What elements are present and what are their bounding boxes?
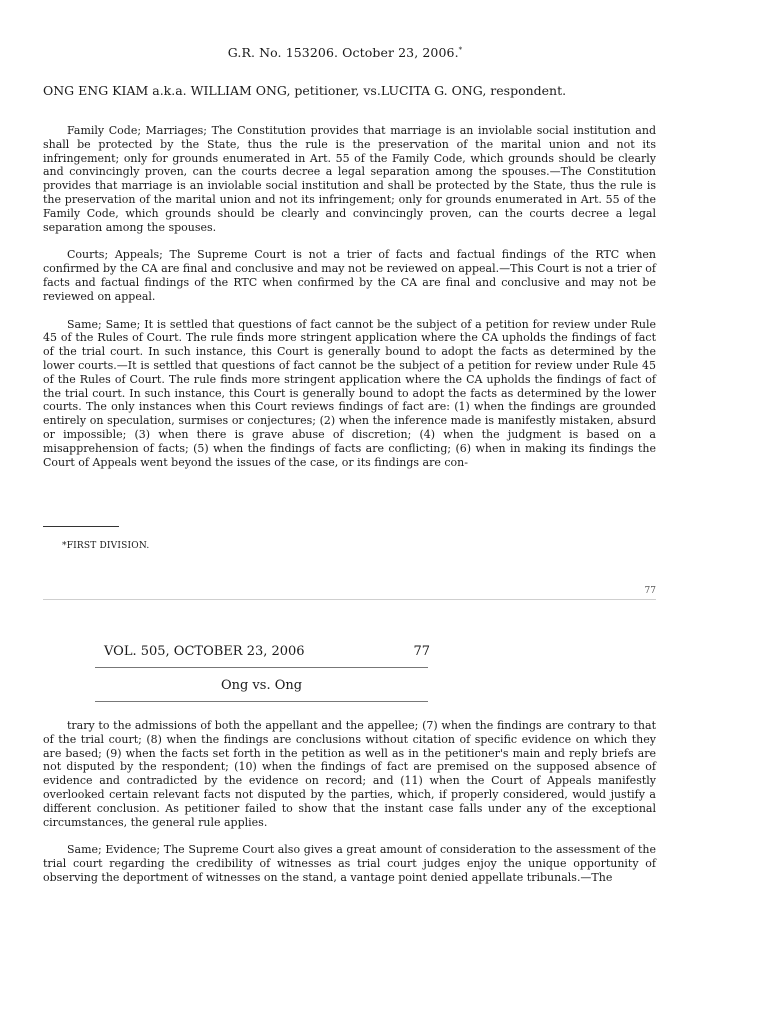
syllabus-block-page-2 — [43, 719, 656, 899]
short-title: Ong vs. Ong — [220, 678, 303, 693]
footnote: *FIRST DIVISION. — [62, 541, 150, 551]
syllabus-block-page-1 — [43, 124, 656, 483]
running-head-page: 77 — [413, 644, 430, 659]
case-number — [0, 45, 690, 60]
case-number-footnote-mark: * — [458, 45, 463, 54]
syllabus-paragraph-continued: trary to the admissions of both the appellant and the appellee; (7) when the findings are contrary to that of the trial court; (8) when the findings are conclusions without citation of specific evidence on which they are based; (9) when the facts set forth in the petition as well as in the petitioner's main and reply briefs are not disputed by the respondent; (10) when the findings of fact are premised on the supposed absence of evidence and contradicted by the evidence on record; and (11) when the Court of Appeals manifestly overlooked certain relevant facts not disputed by the parties, which, if properly considered, would justify a different conclusion. As petitioner failed to show that the instant case falls under any of the exceptional circumstances, the general rule applies. — [43, 719, 656, 829]
case-number-text: G.R. No. 153206. October 23, 2006. — [227, 45, 459, 60]
running-head-rule-bottom — [95, 701, 428, 702]
page-separator — [43, 599, 656, 600]
syllabus-paragraph-questions-of-fact: Same; Same; It is settled that questions of fact cannot be the subject of a petition for review under Rule 45 of the Rules of Court. The rule finds more stringent application where the CA upholds the findings of fact of the trial court. In such instance, this Court is generally bound to adopt the facts as determined by the lower courts.—It is settled that questions of fact cannot be the subject of a petition for review under Rule 45 of the Rules of Court. The rule finds more stringent application where the CA upholds the findings of fact of the trial court. In such instance, this Court is generally bound to adopt the facts as determined by the lower courts. The only instances when this Court reviews findings of fact are: (1) when the findings are grounded entirely on speculation, surmises or conjectures; (2) when the inference made is manifestly mistaken, absurd or impossible; (3) when there is grave abuse of discretion; (4) when the judgment is based on a misapprehension of facts; (5) when the findings of facts are conflicting; (6) when in making its findings the Court of Appeals went beyond the issues of the case, or its findings are con- — [43, 317, 656, 469]
page-number: 77 — [644, 586, 656, 596]
syllabus-paragraph-courts-appeals: Courts; Appeals; The Supreme Court is not a trier of facts and factual findings of the RTC when confirmed by the CA are final and conclusive and may not be reviewed on appeal.—This Court is not a trier of facts and factual findings of the RTC when confirmed by the CA are final and conclusive and may not be reviewed on appeal. — [43, 248, 656, 303]
running-head-rule-top — [95, 667, 428, 668]
running-head-volume: VOL. 505, OCTOBER 23, 2006 — [104, 644, 305, 659]
case-parties: ONG ENG KIAM a.k.a. WILLIAM ONG, petitioner, vs.LUCITA G. ONG, respondent. — [43, 83, 567, 98]
footnote-divider — [43, 526, 119, 527]
syllabus-paragraph-family-code: Family Code; Marriages; The Constitution provides that marriage is an inviolable social institution and shall be protected by the State, thus the rule is the preservation of the marital union and not its infringement; only for grounds enumerated in Art. 55 of the Family Code, which grounds should be clearly and convincingly proven, can the courts decree a legal separation among the spouses.—The Constitution provides that marriage is an inviolable social institution and shall be protected by the State, thus the rule is the preservation of the marital union and not its infringement; only for grounds enumerated in Art. 55 of the Family Code, which grounds should be clearly and convincingly proven, can the courts decree a legal separation among the spouses. — [43, 124, 656, 234]
syllabus-paragraph-evidence: Same; Evidence; The Supreme Court also gives a great amount of consideration to the assessment of the trial court regarding the credibility of witnesses as trial court judges enjoy the unique opportunity of observing the deportment of witnesses on the stand, a vantage point denied appellate tribunals.—The — [43, 843, 656, 884]
